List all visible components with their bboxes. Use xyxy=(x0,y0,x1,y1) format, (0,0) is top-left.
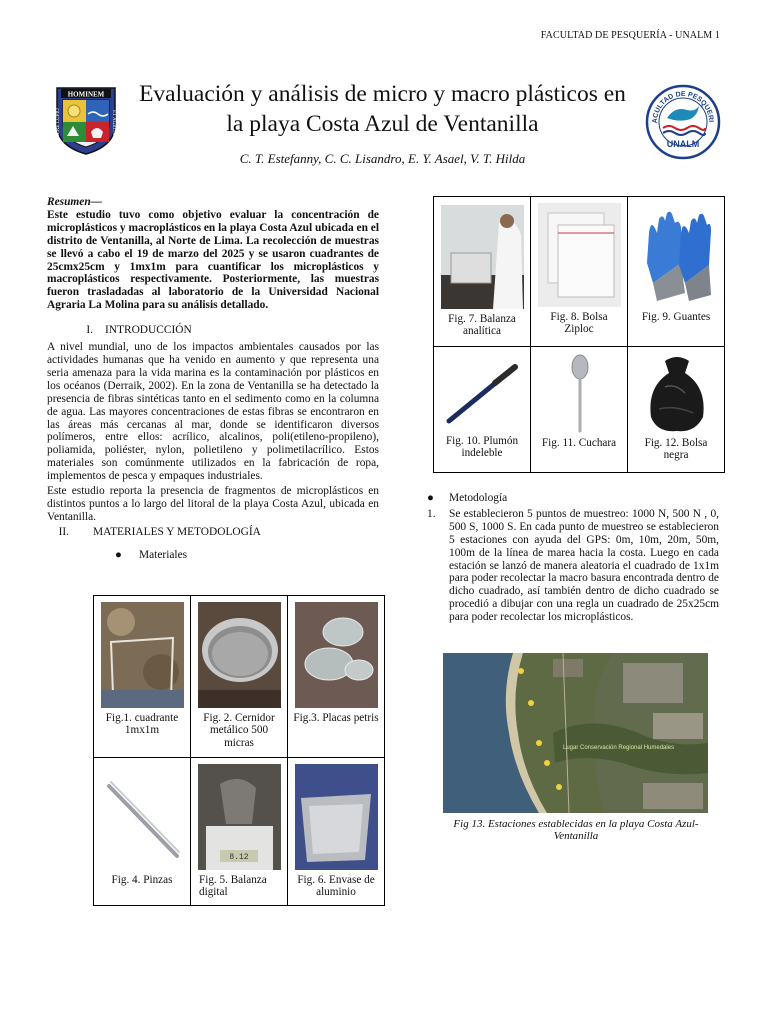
right-column xyxy=(423,492,719,624)
figure-cell xyxy=(434,197,531,347)
figure-caption: Fig.1. cuadrante 1mx1m xyxy=(105,712,179,737)
figure-caption: Fig. 5. Balanza digital xyxy=(199,874,267,899)
abstract-text: Este estudio tuvo como objetivo evaluar la concentración de microplásticos y macroplásticos en la playa Costa Azul ubicada en el distrito de Ventanilla, al Norte de Lima. La recolección de muestras se llevó a cabo el 19 de marzo del 2025 y se usaron cuadrantes de 25cmx25cm y 1mx1m para cuantificar los microplásticos y macroplásticos respectivamente. Posteriormente, las muestras fueron trasladadas al laboratorio de la Universidad Nacional Agraria La Molina para su análisis detallado. xyxy=(47,208,379,312)
figure-cell xyxy=(531,347,628,473)
figure-caption: Fig. 8. Bolsa Ziploc xyxy=(550,311,608,336)
figure-cell xyxy=(191,596,288,758)
bullet-text: Materiales xyxy=(139,548,188,561)
materials-bullet xyxy=(47,549,379,562)
item-number: 1. xyxy=(427,507,436,520)
bullet-text: Metodología xyxy=(449,492,508,504)
figure-cell xyxy=(434,347,531,473)
black-bag-photo xyxy=(635,353,718,433)
satellite-map-figure xyxy=(443,653,708,813)
figure-caption: Fig. 12. Bolsa negra xyxy=(644,437,708,462)
figure-cell xyxy=(94,758,191,906)
crest-top-text: HOMINEM xyxy=(67,90,105,99)
figure-cell xyxy=(288,758,385,906)
aluminum-tray-photo xyxy=(295,764,378,870)
section-heading-intro xyxy=(47,324,379,337)
map-label: Lugar Conservación Regional Humedales xyxy=(563,745,675,751)
paper-title: Evaluación y análisis de micro y macro plásticos en la playa Costa Azul de Ventanilla xyxy=(139,81,626,137)
figure-cell xyxy=(628,197,725,347)
bullet-dot: ● xyxy=(427,492,434,504)
running-head: FACULTAD DE PESQUERÍA - UNALM 1 xyxy=(540,30,720,41)
quadrant-photo xyxy=(101,602,184,708)
section-number: I. xyxy=(86,324,93,337)
figure-caption: Fig. 2. Cernidor metálico 500 micras xyxy=(203,712,275,749)
crest-side-right-text: ET AGRUM xyxy=(111,110,116,136)
abstract-heading: Resumen— xyxy=(47,196,103,208)
methodology-bullet xyxy=(423,492,719,505)
figure-cell xyxy=(94,596,191,758)
authors: C. T. Estefanny, C. C. Lisandro, E. Y. Asael, V. T. Hilda xyxy=(239,151,526,166)
section-title: INTRODUCCIÓN xyxy=(105,324,192,337)
analytical-balance-photo xyxy=(441,205,524,309)
intro-paragraph-2: Este estudio reporta la presencia de fragmentos de microplásticos en distintos puntos a lo largo del litoral de la playa Costa Azul, ubicada en Ventanilla. xyxy=(47,485,379,523)
figure-cell xyxy=(531,197,628,347)
figure-cell xyxy=(191,758,288,906)
intro-paragraph-1: A nivel mundial, uno de los impactos ambientales causados por las actividades humanas que ha venido en aumento y que representa una seria amenaza para la vida marina es la contaminación por plásticos en los océanos (Derraik, 2002). En la zona de Ventanilla se ha detectado la presencia de fibras sintéticas tanto en el sedimento como en la columna de agua. Las mayores concentraciones de estas fibras se encontraron en las áreas más cercanas al mar, donde se identificaron diversos polímeros, entre ellos: acrílico, alcalinos, poli(etileno-propileno), poliamida, poliéster, nylon, polietileno y polimetilacrílico. Estos materiales son comúnmente utilizados en la fabricación de ropa, implementos de pesca y empaques industriales. xyxy=(47,341,379,483)
section-title: MATERIALES Y METODOLOGÍA xyxy=(93,525,261,538)
map-caption: Fig 13. Estaciones establecidas en la playa Costa Azul-Ventanilla xyxy=(453,818,699,843)
logo-ring-text: ACULTAD DE PESQUERI xyxy=(651,90,715,124)
fishery-faculty-logo xyxy=(645,84,721,160)
spoon-photo xyxy=(538,353,621,433)
figure-caption: Fig. 6. Envase de aluminio xyxy=(297,874,375,899)
materials-figure-table xyxy=(93,595,385,906)
left-column xyxy=(47,196,379,576)
figure-cell xyxy=(628,347,725,473)
methodology-item-1 xyxy=(423,508,719,624)
tweezers-photo xyxy=(101,764,184,870)
bullet-dot: ● xyxy=(115,548,122,561)
ziploc-bag-photo xyxy=(538,203,621,307)
figure-caption: Fig. 4. Pinzas xyxy=(111,874,173,886)
sieve-photo xyxy=(198,602,281,708)
item-text: Se establecieron 5 puntos de muestreo: 1000 N, 500 N , 0, 500 S, 1000 S. En cada punto de muestreo se establecieron 5 estaciones con ayuda del GPS: 0m, 10m, 20m, 50m, 100m de la línea de marea hacia la costa. Luego en cada estación se lanzó de manera aleatoria el cuadrado de 1x1m para poder recolectar la macro basura encontrada dentro de dicho cuadrado, así también dentro de dicho cuadrado se procedió a dibujar con una regla un cuadrado de 25x25cm para poder recolectar los microplásticos. xyxy=(449,507,719,624)
figure-caption: Fig.3. Placas petris xyxy=(293,712,379,724)
crest-side-left-text: COLERE CUPIO xyxy=(56,108,61,144)
unalm-crest-logo xyxy=(53,84,119,156)
section-heading-methods xyxy=(47,526,379,539)
petri-dishes-photo xyxy=(295,602,378,708)
figure-caption: Fig. 11. Cuchara xyxy=(541,437,617,449)
logo-bottom-text: UNALM xyxy=(666,139,700,149)
permanent-marker-photo xyxy=(441,351,524,431)
scale-readout: 8.12 xyxy=(228,853,249,862)
equipment-figure-table xyxy=(433,196,725,473)
figure-caption: Fig. 9. Guantes xyxy=(641,311,711,323)
figure-caption: Fig. 7. Balanza analítica xyxy=(448,313,516,338)
figure-cell xyxy=(288,596,385,758)
figure-caption: Fig. 10. Plumón indeleble xyxy=(445,435,519,460)
section-number: II. xyxy=(58,525,69,538)
digital-scale-photo xyxy=(198,764,281,870)
gloves-photo xyxy=(635,203,718,307)
